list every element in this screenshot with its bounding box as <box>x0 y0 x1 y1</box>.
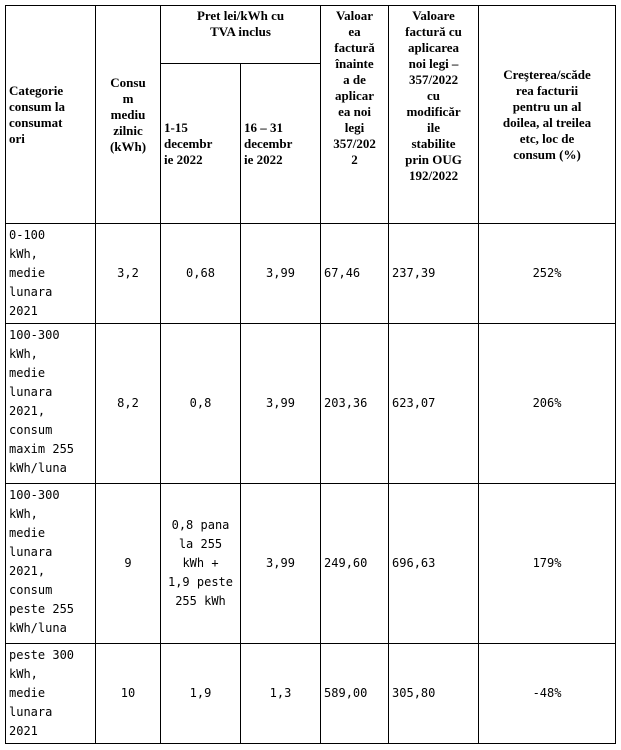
row-price-2: 3,99 <box>241 324 321 484</box>
row-change: 179% <box>479 484 616 644</box>
row-price-2: 1,3 <box>241 644 321 744</box>
row-price-1: 0,8 <box>161 324 241 484</box>
header-value-after: Valoare factură cu aplicarea noi legi – 357/2022 cu modificăr ile stabilite prin OUG 192/2022 <box>389 6 479 224</box>
row-value-before: 67,46 <box>321 224 389 324</box>
header-category: Categorie consum la consumat ori <box>6 6 96 224</box>
row-avg-consumption: 10 <box>96 644 161 744</box>
table-row <box>6 324 616 484</box>
row-category: 100-300 kWh, medie lunara 2021, consum maxim 255 kWh/luna <box>6 324 96 484</box>
row-avg-consumption: 9 <box>96 484 161 644</box>
header-change: Creşterea/scăde rea facturii pentru un al doilea, al treilea etc, loc de consum (%) <box>479 6 616 224</box>
row-change: -48% <box>479 644 616 744</box>
row-price-1: 1,9 <box>161 644 241 744</box>
row-avg-consumption: 8,2 <box>96 324 161 484</box>
row-change: 206% <box>479 324 616 484</box>
header-avg-consumption: Consu m mediu zilnic (kWh) <box>96 6 161 224</box>
row-price-1: 0,8 pana la 255 kWh + 1,9 peste 255 kWh <box>161 484 241 644</box>
header-value-before: Valoar ea factură înainte a de aplicar ea noi legi 357/202 2 <box>321 6 389 224</box>
row-value-before: 249,60 <box>321 484 389 644</box>
header-period-1: 1-15 decembr ie 2022 <box>161 64 241 224</box>
row-value-after: 305,80 <box>389 644 479 744</box>
row-value-after: 696,63 <box>389 484 479 644</box>
row-value-before: 589,00 <box>321 644 389 744</box>
header-period-2: 16 – 31 decembr ie 2022 <box>241 64 321 224</box>
row-price-2: 3,99 <box>241 484 321 644</box>
row-price-1: 0,68 <box>161 224 241 324</box>
row-value-after: 237,39 <box>389 224 479 324</box>
row-category: 100-300 kWh, medie lunara 2021, consum peste 255 kWh/luna <box>6 484 96 644</box>
row-change: 252% <box>479 224 616 324</box>
tariff-comparison-table <box>5 5 616 744</box>
row-value-before: 203,36 <box>321 324 389 484</box>
table-row <box>6 224 616 324</box>
row-category: 0-100 kWh, medie lunara 2021 <box>6 224 96 324</box>
header-price-group: Pret lei/kWh cu TVA inclus <box>161 6 321 64</box>
row-category: peste 300 kWh, medie lunara 2021 <box>6 644 96 744</box>
row-price-2: 3,99 <box>241 224 321 324</box>
row-avg-consumption: 3,2 <box>96 224 161 324</box>
row-value-after: 623,07 <box>389 324 479 484</box>
table-row <box>6 644 616 744</box>
table-row <box>6 484 616 644</box>
